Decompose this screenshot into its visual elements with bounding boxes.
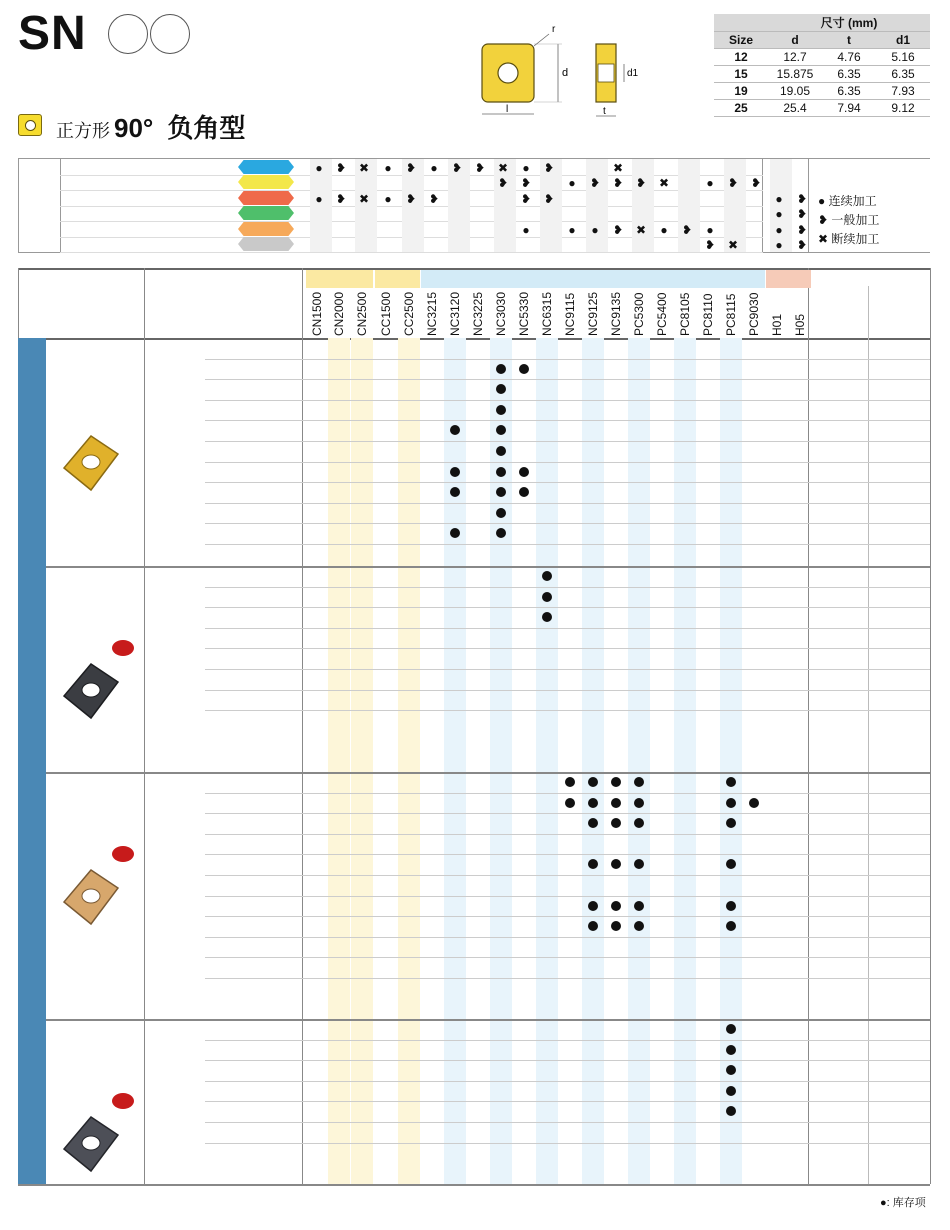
process-type-legend: ✖ 断续加工: [818, 232, 880, 246]
section-band: [18, 1019, 46, 1184]
grade-column-stripe: [582, 338, 604, 1184]
material-code-tag: [238, 175, 294, 189]
process-symbol: ●: [568, 223, 576, 237]
table-vline: [808, 268, 809, 1184]
stock-dot: [611, 777, 621, 787]
size-table-cell: 4.76: [822, 49, 876, 66]
row-line: [205, 379, 930, 380]
table-vline: [144, 268, 145, 1184]
row-line: [205, 813, 930, 814]
grade-column-header: CN1500: [310, 291, 324, 336]
size-table-column-header: t: [822, 32, 876, 49]
process-symbol: ●: [706, 223, 714, 237]
stock-dot: [726, 777, 736, 787]
process-symbol: ✖: [658, 176, 670, 190]
stock-dot: [726, 901, 736, 911]
row-line: [205, 462, 930, 463]
row-line: [205, 1143, 930, 1144]
material-code-tag: [238, 237, 294, 251]
grade-column-header: NC3030: [494, 291, 508, 336]
process-symbol: ❥: [727, 176, 739, 190]
stock-dot: [749, 798, 759, 808]
size-table-group-header: 尺寸 (mm): [768, 14, 930, 32]
process-symbol: ●: [775, 238, 783, 252]
process-symbol: ●: [315, 161, 323, 175]
process-symbol: ❥: [796, 207, 808, 221]
grade-column-header: NC9135: [609, 291, 623, 336]
stock-dot: [611, 859, 621, 869]
stock-dot: [588, 777, 598, 787]
size-table-cell: 15.875: [768, 66, 822, 83]
process-symbol: ❥: [474, 161, 486, 175]
stock-dot: [496, 364, 506, 374]
stock-dot: [565, 798, 575, 808]
row-line: [205, 793, 930, 794]
row-line: [205, 875, 930, 876]
size-table-cell: 12: [714, 49, 768, 66]
stock-dot: [634, 798, 644, 808]
row-line: [205, 1122, 930, 1123]
process-symbol: ❥: [635, 176, 647, 190]
section-divider: [18, 1184, 930, 1186]
grade-group-header: [766, 270, 811, 288]
stock-dot: [611, 798, 621, 808]
size-table-cell: 15: [714, 66, 768, 83]
process-symbol: ●: [591, 223, 599, 237]
size-table-cell: 25.4: [768, 100, 822, 117]
size-table-cell: 6.35: [822, 83, 876, 100]
stock-dot: [496, 467, 506, 477]
stock-dot: [611, 818, 621, 828]
process-symbol: ❥: [520, 192, 532, 206]
stock-dot: [519, 467, 529, 477]
placeholder-circle-icon: [108, 14, 148, 54]
insert-photo-icon: [60, 660, 120, 720]
process-symbol: ❥: [405, 161, 417, 175]
grade-column-header: CC2500: [402, 291, 416, 336]
row-line: [205, 420, 930, 421]
stock-dot: [496, 508, 506, 518]
size-table-column-header: d: [768, 32, 822, 49]
size-table-cell: 12.7: [768, 49, 822, 66]
size-table-cell: 19: [714, 83, 768, 100]
process-type-legend: ● 连续加工: [818, 194, 877, 208]
grade-column-header: NC3120: [448, 291, 462, 336]
process-symbol: ✖: [727, 238, 739, 252]
process-symbol: ✖: [358, 161, 370, 175]
grade-column-stripe: [351, 338, 373, 1184]
insert-photo-icon: [60, 432, 120, 492]
stock-dot: [588, 798, 598, 808]
process-symbol: ❥: [612, 176, 624, 190]
row-line: [205, 937, 930, 938]
stock-dot: [450, 467, 460, 477]
process-symbol: ❥: [796, 192, 808, 206]
size-table-cell: 9.12: [876, 100, 930, 117]
grade-column-header: PC8110: [701, 293, 715, 336]
insert-photo-icon: [60, 866, 120, 926]
grade-column-header: NC9115: [563, 292, 577, 336]
matrix-column-stripe: [586, 159, 608, 252]
grade-column-header: NC5330: [517, 291, 531, 336]
stock-dot: [519, 364, 529, 374]
grade-column-stripe: [490, 338, 512, 1184]
matrix-left-border: [18, 158, 19, 253]
row-line: [205, 916, 930, 917]
stock-dot: [542, 592, 552, 602]
process-symbol: ❥: [520, 176, 532, 190]
r-label: r: [552, 24, 556, 35]
grade-group-header: [306, 270, 373, 288]
stock-dot: [542, 571, 552, 581]
material-code-tag: [238, 222, 294, 236]
row-line: [205, 441, 930, 442]
stock-dot: [611, 901, 621, 911]
process-symbol: ❥: [335, 192, 347, 206]
stock-dot: [588, 901, 598, 911]
size-table-cell: 6.35: [876, 66, 930, 83]
section-band: [18, 566, 46, 772]
grade-column-header: CN2000: [332, 291, 346, 336]
new-badge: [112, 1093, 134, 1109]
section-divider: [18, 566, 930, 568]
process-symbol: ●: [384, 161, 392, 175]
process-symbol: ❥: [543, 161, 555, 175]
row-line: [205, 710, 930, 711]
size-table-cell: 7.93: [876, 83, 930, 100]
size-table-column-header: Size: [714, 32, 768, 49]
process-symbol: ❥: [750, 176, 762, 190]
grade-column-header: NC9125: [586, 291, 600, 336]
row-line: [205, 854, 930, 855]
size-table-cell: 25: [714, 100, 768, 117]
process-symbol: ❥: [335, 161, 347, 175]
insert-photo-icon: [60, 1113, 120, 1173]
process-symbol: ❥: [451, 161, 463, 175]
process-symbol: ●: [775, 192, 783, 206]
row-line: [205, 834, 930, 835]
row-line: [205, 1101, 930, 1102]
grade-column-stripe: [398, 338, 420, 1184]
row-line: [205, 669, 930, 670]
grade-column-stripe: [328, 338, 350, 1184]
l-label: l: [506, 104, 509, 115]
process-symbol: ❥: [796, 238, 808, 252]
row-line: [205, 1081, 930, 1082]
grade-column-header: CC1500: [379, 291, 393, 336]
size-table-cell: 5.16: [876, 49, 930, 66]
row-line: [205, 523, 930, 524]
grade-column-stripe: [536, 338, 558, 1184]
process-symbol: ✖: [612, 161, 624, 175]
grade-group-header: [421, 270, 765, 288]
matrix-column-stripe: [632, 159, 654, 252]
row-line: [205, 400, 930, 401]
row-line: [205, 503, 930, 504]
process-symbol: ❥: [589, 176, 601, 190]
stock-dot: [611, 921, 621, 931]
stock-dot: [726, 1024, 736, 1034]
row-line: [205, 628, 930, 629]
grade-column-stripe: [444, 338, 466, 1184]
section-divider: [18, 772, 930, 774]
size-table: [714, 14, 930, 117]
row-line: [205, 896, 930, 897]
stock-dot: [726, 1045, 736, 1055]
t-label: t: [603, 106, 606, 117]
section-divider: [18, 1019, 930, 1021]
stock-dot: [726, 798, 736, 808]
material-code-tag: [238, 191, 294, 205]
process-symbol: ●: [522, 161, 530, 175]
matrix-row-line: [60, 252, 763, 253]
d-label: d: [562, 67, 569, 79]
process-symbol: ❥: [428, 192, 440, 206]
material-code-tag: [238, 206, 294, 220]
grade-column-header: PC8115: [724, 293, 738, 336]
grade-column-header: PC5300: [632, 292, 646, 336]
page-title: SN: [18, 7, 87, 60]
process-symbol: ●: [315, 192, 323, 206]
d1-label: d1: [627, 68, 639, 79]
grade-group-header: [375, 270, 420, 288]
grade-column-stripe: [720, 338, 742, 1184]
stock-dot: [634, 901, 644, 911]
process-symbol: ✖: [497, 161, 509, 175]
grade-column-stripe: [628, 338, 650, 1184]
row-line: [205, 1040, 930, 1041]
grade-column-header: PC5400: [655, 292, 669, 336]
grade-column-header: PC9030: [747, 292, 761, 336]
material-code-tag: [238, 160, 294, 174]
row-line: [205, 359, 930, 360]
grade-column-header: CN2500: [355, 291, 369, 336]
stock-dot: [726, 1086, 736, 1096]
row-line: [205, 978, 930, 979]
process-symbol: ●: [706, 176, 714, 190]
legend-stock-item: ●: 库存项: [880, 1197, 926, 1209]
row-line: [205, 957, 930, 958]
section-band: [18, 772, 46, 1019]
process-symbol: ●: [775, 223, 783, 237]
table-vline: [930, 268, 931, 1184]
process-symbol: ✖: [358, 192, 370, 206]
process-symbol: ●: [775, 207, 783, 221]
row-line: [205, 482, 930, 483]
matrix-column-stripe: [678, 159, 700, 252]
shape-description: 正方形 90° 负角型: [56, 113, 246, 143]
row-line: [205, 690, 930, 691]
process-symbol: ❥: [497, 176, 509, 190]
section-band: [18, 338, 46, 566]
size-table-column-header: d1: [876, 32, 930, 49]
process-symbol: ●: [430, 161, 438, 175]
grade-column-stripe: [674, 338, 696, 1184]
matrix-top-border: [18, 158, 930, 159]
row-line: [205, 607, 930, 608]
grade-column-header: NC6315: [540, 291, 554, 336]
process-symbol: ❥: [704, 238, 716, 252]
stock-dot: [496, 446, 506, 456]
grade-column-header: NC3215: [425, 291, 439, 336]
row-line: [205, 544, 930, 545]
stock-dot: [565, 777, 575, 787]
process-symbol: ●: [568, 176, 576, 190]
stock-dot: [634, 777, 644, 787]
process-symbol: ✖: [635, 223, 647, 237]
new-badge: [112, 640, 134, 656]
grade-column-header: H01: [770, 313, 784, 336]
row-line: [205, 648, 930, 649]
size-table-cell: 6.35: [822, 66, 876, 83]
placeholder-circle-icon: [150, 14, 190, 54]
square-shape-icon: [18, 114, 42, 136]
grade-column-header: H05: [793, 313, 807, 336]
process-symbol: ❥: [543, 192, 555, 206]
grade-column-header: NC3225: [471, 291, 485, 336]
process-symbol: ❥: [681, 223, 693, 237]
process-symbol: ●: [384, 192, 392, 206]
row-line: [205, 587, 930, 588]
process-symbol: ❥: [796, 223, 808, 237]
row-line: [205, 1060, 930, 1061]
process-symbol: ●: [522, 223, 530, 237]
table-vline: [302, 268, 303, 1184]
process-symbol: ❥: [405, 192, 417, 206]
new-badge: [112, 846, 134, 862]
stock-dot: [496, 405, 506, 415]
process-symbol: ●: [660, 223, 668, 237]
insert-dimension-diagram: [474, 24, 674, 124]
process-type-legend: ❥ 一般加工: [818, 213, 880, 227]
process-symbol: ❥: [612, 223, 624, 237]
size-table-cell: 19.05: [768, 83, 822, 100]
stock-dot: [519, 487, 529, 497]
size-table-cell: 7.94: [822, 100, 876, 117]
table-header-bottom: [18, 338, 930, 340]
grade-column-header: PC8105: [678, 292, 692, 336]
